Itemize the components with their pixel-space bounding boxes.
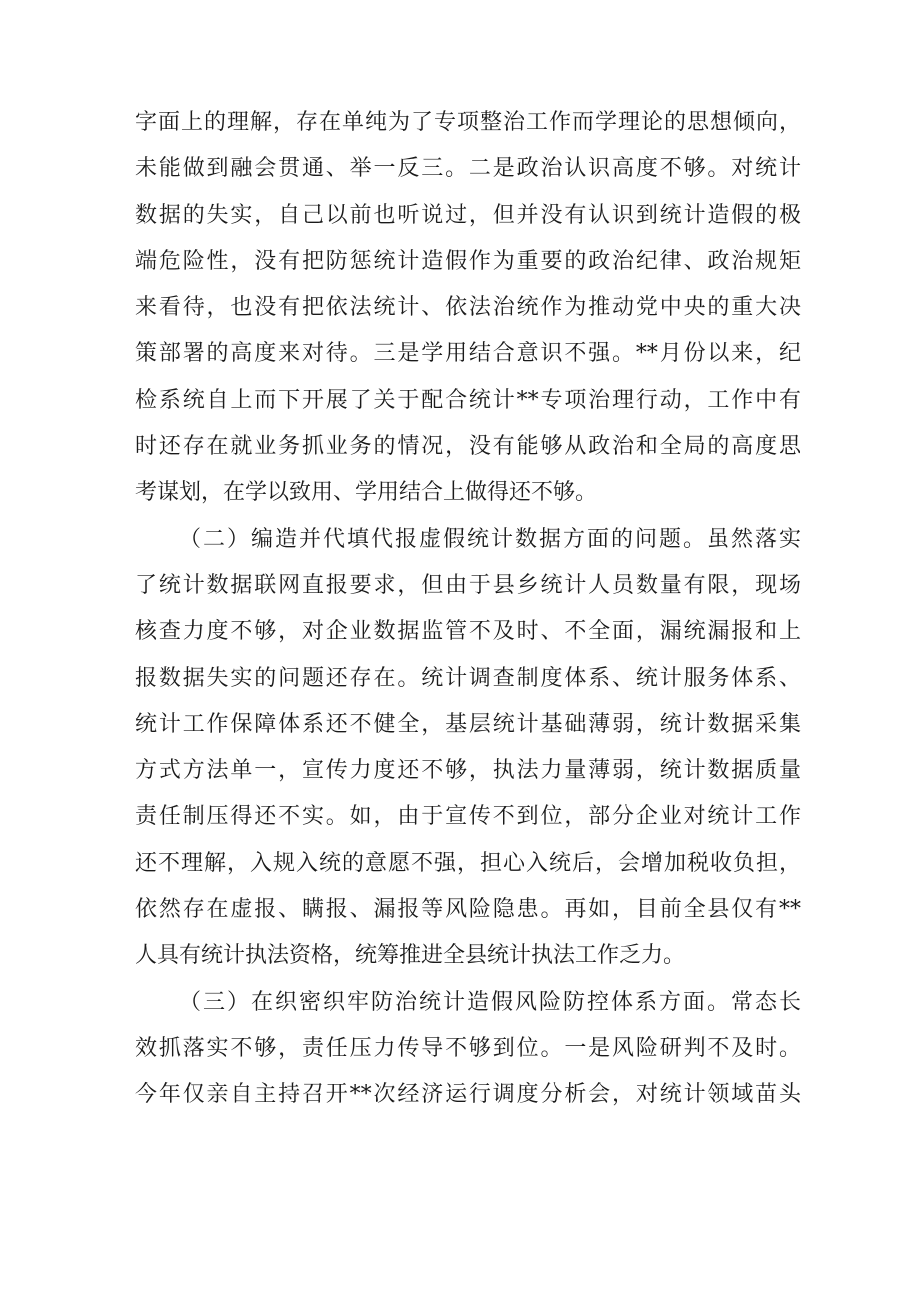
text-line: 人具有统计执法资格，统筹推进全县统计执法工作乏力。 [135, 943, 686, 969]
text-line: 时还存在就业务抓业务的情况，没有能够从政治和全局的高度思 [135, 434, 801, 460]
text-line: 策部署的高度来对待。三是学用结合意识不强。**月份以来，纪 [135, 341, 801, 367]
text-line: 了统计数据联网直报要求，但由于县乡统计人员数量有限，现场 [135, 572, 801, 598]
text-line: 方式方法单一，宣传力度还不够，执法力量薄弱，统计数据质量 [135, 758, 801, 784]
section-heading-line: （三）在织密织牢防治统计造假风险防控体系方面。常态长 [179, 989, 801, 1015]
text-line: 未能做到融会贯通、举一反三。二是政治认识高度不够。对统计 [135, 156, 801, 182]
text-line: 依然存在虚报、瞒报、漏报等风险隐患。再如，目前全县仅有** [135, 897, 801, 923]
text-line: 统计工作保障体系还不健全，基层统计基础薄弱，统计数据采集 [135, 711, 801, 737]
document-page [135, 100, 801, 1119]
text-line: 效抓落实不够，责任压力传导不够到位。一是风险研判不及时。 [135, 1035, 801, 1061]
text-line: 还不理解，入规入统的意愿不强，担心入统后，会增加税收负担， [135, 850, 801, 876]
text-line: 端危险性，没有把防惩统计造假作为重要的政治纪律、政治规矩 [135, 248, 801, 274]
text-line: 来看待，也没有把依法统计、依法治统作为推动党中央的重大决 [135, 295, 801, 321]
text-line: 核查力度不够，对企业数据监管不及时、不全面，漏统漏报和上 [135, 619, 801, 645]
text-line: 责任制压得还不实。如，由于宣传不到位，部分企业对统计工作 [135, 804, 801, 830]
text-line: 检系统自上而下开展了关于配合统计**专项治理行动，工作中有 [135, 387, 801, 413]
text-line: 数据的失实，自己以前也听说过，但并没有认识到统计造假的极 [135, 202, 801, 228]
section-heading-line: （二）编造并代填代报虚假统计数据方面的问题。虽然落实 [179, 526, 801, 552]
text-line: 今年仅亲自主持召开**次经济运行调度分析会，对统计领域苗头 [135, 1082, 801, 1108]
text-line: 字面上的理解，存在单纯为了专项整治工作而学理论的思想倾向， [135, 110, 801, 135]
text-line: 考谋划，在学以致用、学用结合上做得还不够。 [135, 480, 598, 506]
text-line: 报数据失实的问题还存在。统计调查制度体系、统计服务体系、 [135, 665, 801, 691]
